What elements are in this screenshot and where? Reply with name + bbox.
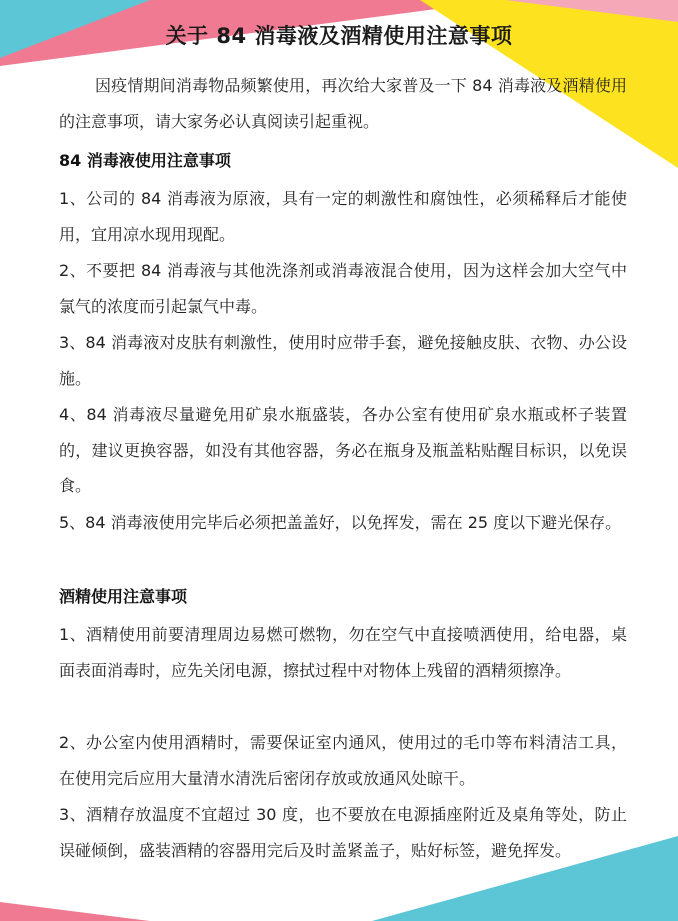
list-item: 2、不要把 84 消毒液与其他洗涤剂或消毒液混合使用，因为这样会加大空气中氯气的浓度而引起氯气中毒。 bbox=[59, 261, 627, 316]
document-title: 关于 84 消毒液及酒精使用注意事项 bbox=[165, 24, 513, 48]
list-item: 2、办公室内使用酒精时，需要保证室内通风，使用过的毛巾等布料清洁工具，在使用完后应用大量清水清洗后密闭存放或放通风处晾干。 bbox=[59, 733, 627, 788]
list-item: 1、酒精使用前要清理周边易燃可燃物，勿在空气中直接喷洒使用，给电器，桌面表面消毒时，应先关闭电源，擦拭过程中对物体上残留的酒精须擦净。 bbox=[59, 625, 627, 680]
list-item: 5、84 消毒液使用完毕后必须把盖盖好，以免挥发，需在 25 度以下避光保存。 bbox=[59, 513, 622, 532]
section-heading-alcohol: 酒精使用注意事项 bbox=[59, 587, 188, 606]
list-item: 3、84 消毒液对皮肤有刺激性，使用时应带手套，避免接触皮肤、衣物、办公设施。 bbox=[59, 333, 627, 388]
list-item: 4、84 消毒液尽量避免用矿泉水瓶盛装，各办公室有使用矿泉水瓶或杯子装置的，建议更换容器，如没有其他容器，务必在瓶身及瓶盖粘贴醒目标识，以免误食。 bbox=[59, 405, 627, 495]
section-heading-84: 84 消毒液使用注意事项 bbox=[59, 151, 231, 170]
list-item: 3、酒精存放温度不宜超过 30 度，也不要放在电源插座附近及桌角等处，防止误碰倾倒，盛装酒精的容器用完后及时盖紧盖子，贴好标签，避免挥发。 bbox=[59, 805, 627, 860]
intro-paragraph: 因疫情期间消毒物品频繁使用，再次给大家普及一下 84 消毒液及酒精使用的注意事项，请大家务必认真阅读引起重视。 bbox=[59, 76, 627, 131]
list-item: 1、公司的 84 消毒液为原液，具有一定的刺激性和腐蚀性，必须稀释后才能使用，宜用凉水现用现配。 bbox=[59, 189, 627, 244]
